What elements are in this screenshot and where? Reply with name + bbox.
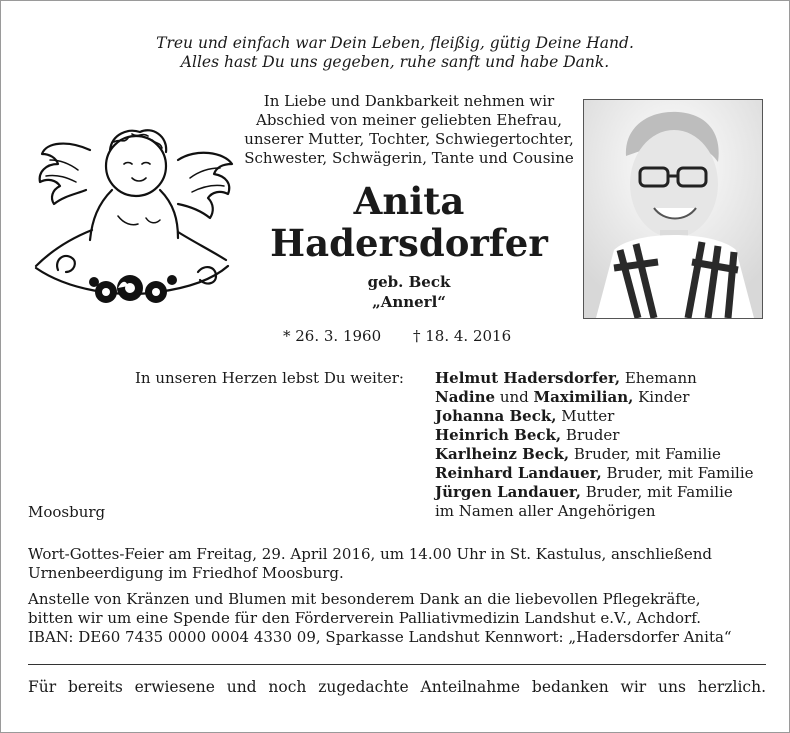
birth-date: * 26. 3. 1960: [283, 327, 382, 345]
donation-line: Anstelle von Kränzen und Blumen mit besonderem Dank an die liebevollen Pflegekräfte,: [28, 590, 701, 608]
place-name: Moosburg: [28, 503, 106, 521]
mourner-name: Nadine: [435, 388, 496, 406]
mourner-name: Karlheinz Beck,: [435, 445, 570, 463]
mourner-relation: Bruder, mit Familie: [601, 464, 754, 482]
mourner-connector: und: [495, 388, 534, 406]
last-name: Hadersdorfer: [270, 221, 548, 265]
mourner-row: [435, 369, 754, 388]
service-line: Wort-Gottes-Feier am Freitag, 29. April 2016, um 14.00 Uhr in St. Kastulus, anschließend: [28, 545, 712, 563]
mourner-row: [435, 483, 754, 502]
birthname-block: [200, 272, 618, 312]
motto-verse: [0, 34, 790, 72]
intro-text: [200, 92, 618, 168]
deceased-name: [200, 180, 618, 264]
mourner-row: [435, 502, 754, 521]
intro-line: In Liebe und Dankbarkeit nehmen wir: [263, 92, 555, 110]
mourner-relation: Bruder: [561, 426, 620, 444]
motto-line: Alles hast Du uns gegeben, ruhe sanft und habe Dank.: [180, 53, 610, 71]
mourner-name: Reinhard Landauer,: [435, 464, 602, 482]
service-line: Urnenbeerdigung im Friedhof Moosburg.: [28, 564, 344, 582]
mourner-name: Heinrich Beck,: [435, 426, 562, 444]
motto-line: Treu und einfach war Dein Leben, fleißig, gütig Deine Hand.: [156, 34, 634, 52]
birth-name: geb. Beck: [367, 273, 451, 291]
donation-line: bitten wir um eine Spende für den Förderverein Palliativmedizin Landshut e.V., Achdorf.: [28, 609, 702, 627]
service-info: [28, 545, 766, 583]
mourner-relation: Ehemann: [620, 369, 697, 387]
mourner-row: [435, 464, 754, 483]
intro-line: Abschied von meiner geliebten Ehefrau,: [255, 111, 562, 129]
portrait-photo: [583, 99, 763, 319]
mourner-row: [435, 426, 754, 445]
mourner-row: [435, 407, 754, 426]
nickname: „Annerl“: [372, 293, 446, 311]
mourner-relation: Kinder: [633, 388, 690, 406]
thanks-text: Für bereits erwiesene und noch zugedachte Anteilnahme bedanken wir uns herzlich.: [28, 678, 766, 696]
mourner-relation: Bruder, mit Familie: [569, 445, 721, 463]
first-name: Anita: [353, 179, 465, 223]
mourner-relation: im Namen aller Angehörigen: [435, 502, 656, 520]
mourner-relation: Mutter: [556, 407, 615, 425]
mourner-row: [435, 445, 754, 464]
mourners-label: In unseren Herzen lebst Du weiter:: [135, 369, 404, 387]
mourner-name: Maximilian,: [533, 388, 634, 406]
mourners-list: [435, 369, 754, 521]
mourner-row: [435, 388, 754, 407]
intro-line: unserer Mutter, Tochter, Schwiegertochter,: [244, 130, 574, 148]
portrait-image: [584, 100, 762, 318]
mourner-relation: Bruder, mit Familie: [580, 483, 733, 501]
mourner-name: Helmut Hadersdorfer,: [435, 369, 621, 387]
divider: [28, 664, 766, 665]
intro-line: Schwester, Schwägerin, Tante und Cousine: [244, 149, 574, 167]
donation-line: IBAN: DE60 7435 0000 0004 4330 09, Sparkasse Landshut Kennwort: „Hadersdorfer Anita“: [28, 628, 732, 646]
donation-info: [28, 590, 766, 647]
mourner-name: Jürgen Landauer,: [435, 483, 581, 501]
mourner-name: Johanna Beck,: [435, 407, 557, 425]
death-date: † 18. 4. 2016: [413, 327, 512, 345]
